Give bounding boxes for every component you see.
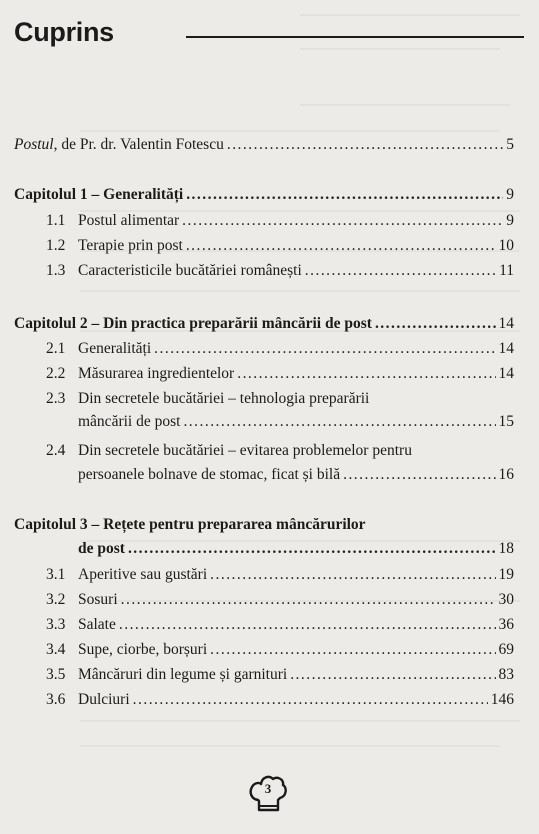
toc-page-number: 14 [498,365,514,382]
toc-entry-2-2[interactable] [46,363,514,385]
toc-entry-title: Caracteristicile bucătăriei românești [78,262,302,279]
section-number: 3.1 [46,566,66,583]
toc-page-number: 16 [498,466,514,483]
toc-entry-title: Postul, de Pr. dr. Valentin Fotescu [14,136,224,153]
section-number: 2.1 [46,340,66,357]
toc-page-number: 30 [498,591,514,608]
toc-page-number: 15 [498,413,514,430]
toc-entry-title: Din secretele bucătăriei – evitarea problemelor pentru [78,442,412,459]
toc-entry-3-5[interactable] [46,664,514,686]
dot-leader [375,313,496,335]
dot-leader [305,260,496,282]
toc-entry-title: Mâncăruri din legume și garnituri [78,666,288,683]
dot-leader [119,614,496,636]
section-number: 2.4 [46,442,66,459]
toc-entry-title: Generalități [78,340,152,357]
page-title: Cuprins [14,17,114,47]
toc-chapter-3-line1[interactable] [14,514,366,536]
toc-page-number: 18 [498,540,514,557]
toc-entry-3-3[interactable] [46,614,514,636]
toc-page-number: 19 [498,566,514,583]
dot-leader [210,564,495,586]
dot-leader [183,411,495,433]
toc-entry-title: Dulciuri [78,691,130,708]
toc-page-number: 10 [498,237,514,254]
toc-chapter-2[interactable] [14,313,514,335]
dot-leader [290,664,495,686]
section-number: 1.3 [46,262,66,279]
toc-page-number: 146 [490,691,514,708]
toc-entry-1-2[interactable] [46,235,514,257]
toc-entry-title: Măsurarea ingredientelor [78,365,235,382]
toc-entry-1-3[interactable] [46,260,514,282]
toc-entry-1-1[interactable] [46,210,514,232]
section-number: 3.2 [46,591,66,608]
toc-entry-title-continued: persoanele bolnave de stomac, ficat și bilă [78,466,341,483]
chapter-title: Capitolul 1 – Generalități [14,186,184,203]
dot-leader [343,464,495,486]
toc-entry-2-3-line2[interactable] [78,411,514,433]
dot-leader [182,210,503,232]
dot-leader [121,589,496,611]
section-number: 3.5 [46,666,66,683]
toc-entry-3-1[interactable] [46,564,514,586]
toc-entry-intro[interactable] [14,134,514,156]
toc-entry-2-4-line2[interactable] [78,464,514,486]
toc-page-number: 9 [506,212,514,229]
toc-entry-3-6[interactable] [46,689,514,711]
toc-page-number: 83 [498,666,514,683]
toc-page-number: 11 [499,262,514,279]
toc-entry-title: Sosuri [78,591,118,608]
toc-entry-2-3-line1[interactable] [46,388,369,410]
toc-page-number: 9 [506,186,514,203]
section-number: 3.6 [46,691,66,708]
toc-entry-title: Postul alimentar [78,212,180,229]
dot-leader [128,538,496,560]
dot-leader [186,184,503,206]
chapter-title-continued: de post [78,540,125,557]
toc-entry-title: Supe, ciorbe, borșuri [78,641,208,658]
toc-entry-title-continued: mâncării de post [78,413,181,430]
toc-entry-title: Salate [78,616,116,633]
dot-leader [210,639,495,661]
dot-leader [237,363,495,385]
toc-page-number: 14 [498,340,514,357]
toc-entry-2-4-line1[interactable] [46,440,412,462]
chapter-title: Capitolul 3 – Rețete pentru prepararea mâncărurilor [14,516,366,533]
dot-leader [186,235,496,257]
dot-leader [133,689,488,711]
toc-page-number: 5 [506,136,514,153]
section-number: 1.1 [46,212,66,229]
toc-entry-title: Terapie prin post [78,237,183,254]
dot-leader [227,134,503,156]
chapter-title: Capitolul 2 – Din practica preparării mâncării de post [14,315,372,332]
toc-entry-3-4[interactable] [46,639,514,661]
toc-page-number: 36 [498,616,514,633]
toc-entry-3-2[interactable] [46,589,514,611]
page-number: 3 [264,781,272,796]
toc-page-number: 14 [498,315,514,332]
dot-leader [154,338,495,360]
toc-chapter-1[interactable] [14,184,514,206]
section-number: 3.3 [46,616,66,633]
toc-entry-title: Aperitive sau gustări [78,566,208,583]
toc-entry-title: Din secretele bucătăriei – tehnologia preparării [78,390,370,407]
section-number: 3.4 [46,641,66,658]
section-number: 1.2 [46,237,66,254]
section-number: 2.2 [46,365,66,382]
toc-entry-2-1[interactable] [46,338,514,360]
toc-chapter-3-line2[interactable] [78,538,514,560]
toc-page-number: 69 [498,641,514,658]
section-number: 2.3 [46,390,66,407]
title-rule [186,36,524,38]
